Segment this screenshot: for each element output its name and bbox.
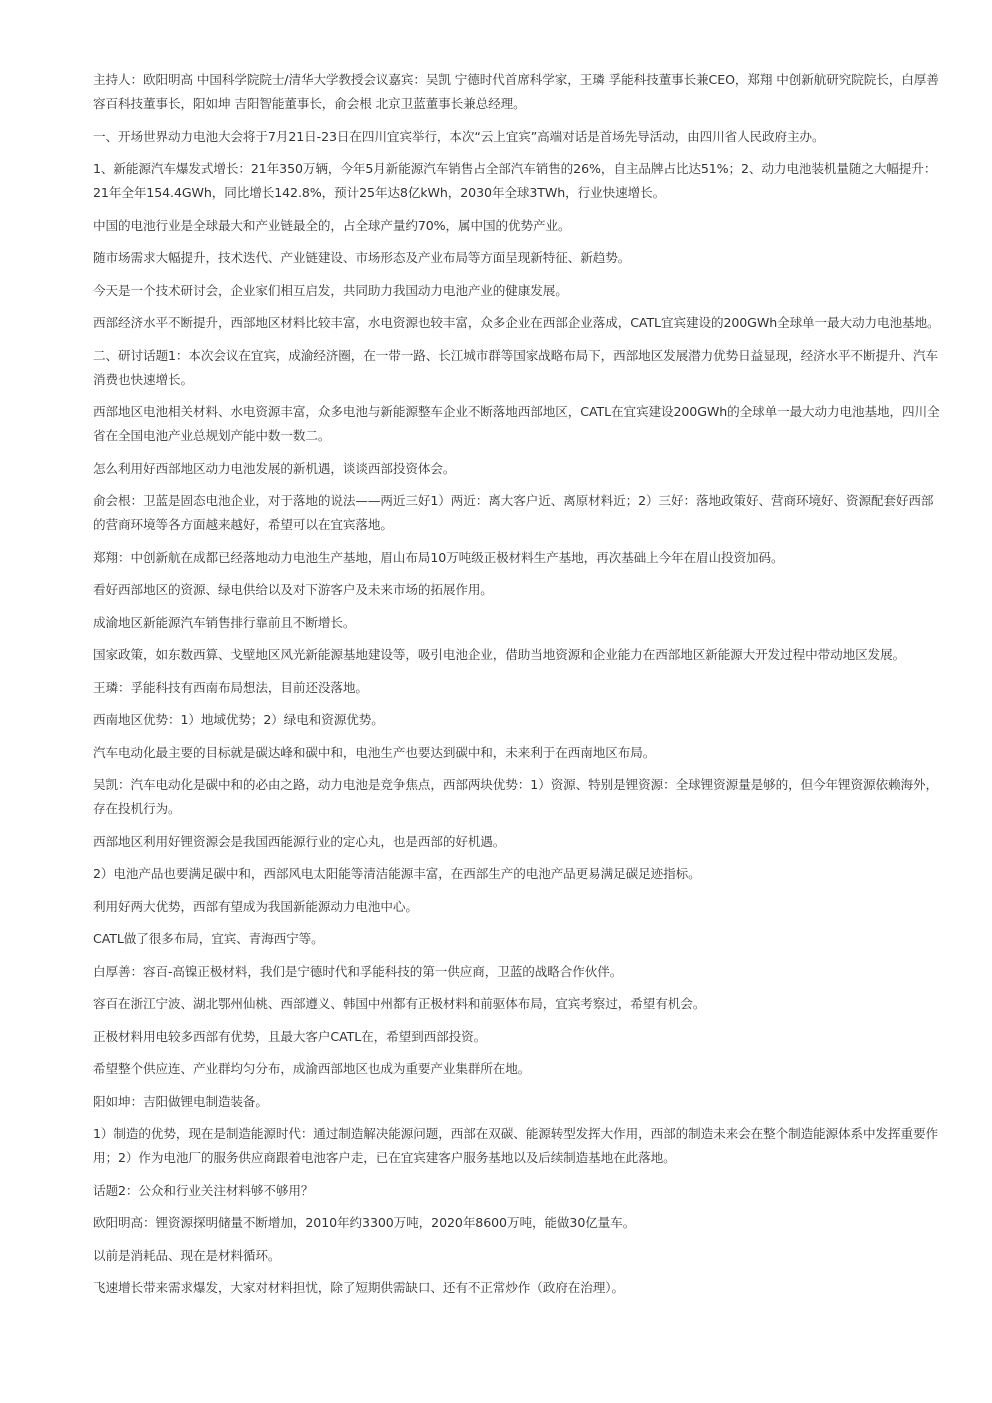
paragraph: 国家政策，如东数西算、戈壁地区风光新能源基地建设等，吸引电池企业，借助当地资源和企业能力在西部地区新能源大开发过程中带动地区发展。 bbox=[93, 647, 906, 662]
paragraph: 1）制造的优势，现在是制造能源时代：通过制造解决能源问题，西部在双碳、能源转型发挥大作用，西部的制造未来会在整个制造能源体系中发挥重要作用；2）作为电池厂的服务供应商跟着电池客户走，已在宜宾建客户服务基地以及后续制造基地在此落地。 bbox=[93, 1126, 938, 1165]
paragraph-speaker-zheng: 郑翔：中创新航在成都已经落地动力电池生产基地，眉山布局10万吨级正极材料生产基地，再次基础上今年在眉山投资加码。 bbox=[93, 549, 784, 565]
paragraph: 中国的电池行业是全球最大和产业链最全的，占全球产量约70%，属中国的优势产业。 bbox=[93, 217, 571, 233]
paragraph: 今天是一个技术研讨会，企业家们相互启发，共同助力我国动力电池产业的健康发展。 bbox=[93, 282, 568, 298]
paragraph-speaker-wu: 吴凯：汽车电动化是碳中和的必由之路，动力电池是竞争焦点，西部两块优势：1）资源、特别是锂资源：全球锂资源量是够的，但今年锂资源依赖海外，存在投机行为。 bbox=[93, 777, 938, 816]
paragraph-topic-1: 二、研讨话题1：本次会议在宜宾，成渝经济圈，在一带一路、长江城市群等国家战略布局下，西部地区发展潜力优势日益显现，经济水平不断提升、汽车消费也快速增长。 bbox=[93, 347, 938, 387]
paragraph: 随市场需求大幅提升，技术迭代、产业链建设、市场形态及产业布局等方面呈现新特征、新趋势。 bbox=[93, 250, 631, 265]
paragraph-speaker-yang: 阳如坤：吉阳做锂电制造装备。 bbox=[93, 1093, 268, 1109]
paragraph: 汽车电动化最主要的目标就是碳达峰和碳中和，电池生产也要达到碳中和，未来利于在西南地区布局。 bbox=[93, 744, 656, 760]
paragraph: 容百在浙江宁波、湖北鄂州仙桃、西部遵义、韩国中州都有正极材料和前驱体布局，宜宾考察过，希望有机会。 bbox=[93, 996, 706, 1011]
paragraph: 西部地区利用好锂资源会是我国西能源行业的定心丸，也是西部的好机遇。 bbox=[93, 833, 506, 849]
paragraph: 正极材料用电较多西部有优势，且最大客户CATL在，希望到西部投资。 bbox=[93, 1028, 487, 1044]
paragraph: 成渝地区新能源汽车销售排行靠前且不断增长。 bbox=[93, 614, 356, 630]
paragraph-opening: 一、开场世界动力电池大会将于7月21日-23日在四川宜宾举行，本次“云上宜宾”高端对话是首场先导活动，由四川省人民政府主办。 bbox=[93, 128, 825, 144]
document-body bbox=[93, 68, 943, 1309]
paragraph: 怎么利用好西部地区动力电池发展的新机遇，谈谈西部投资体会。 bbox=[93, 460, 456, 476]
paragraph-speaker-wang: 王璘：孚能科技有西南布局想法，目前还没落地。 bbox=[93, 679, 368, 695]
paragraph-host-guests: 主持人：欧阳明高 中国科学院院士/清华大学教授会议嘉宾：吴凯 宁德时代首席科学家，王璘 孚能科技董事长兼CEO，郑翔 中创新航研究院院长，白厚善 容百科技董事长，阳如坤 吉阳智能董事长，俞会根 北京卫蓝董事长兼总经理。 bbox=[93, 72, 939, 111]
paragraph: 2）电池产品也要满足碳中和，西部风电太阳能等清洁能源丰富，在西部生产的电池产品更易满足碳足迹指标。 bbox=[93, 866, 701, 881]
paragraph: 西南地区优势：1）地域优势；2）绿电和资源优势。 bbox=[93, 712, 384, 727]
paragraph: 看好西部地区的资源、绿电供给以及对下游客户及未来市场的拓展作用。 bbox=[93, 582, 493, 597]
paragraph: CATL做了很多布局，宜宾、青海西宁等。 bbox=[93, 931, 324, 946]
paragraph-topic-2: 话题2：公众和行业关注材料够不够用？ bbox=[93, 1182, 314, 1198]
paragraph: 西部地区电池相关材料、水电资源丰富，众多电池与新能源整车企业不断落地西部地区，CATL在宜宾建设200GWh的全球单一最大动力电池基地，四川全省在全国电池产业总规划产能中数一数二。 bbox=[93, 404, 940, 443]
paragraph-speaker-yu: 俞会根：卫蓝是固态电池企业，对于落地的说法——两近三好1）两近：离大客户近、离原材料近；2）三好：落地政策好、营商环境好、资源配套好西部的营商环境等各方面越来越好，希望可以在宜宾落地。 bbox=[93, 493, 934, 532]
paragraph-growth-stats: 1、新能源汽车爆发式增长：21年350万辆，今年5月新能源汽车销售占全部汽车销售的26%，自主品牌占比达51%；2、动力电池装机量随之大幅提升：21年全年154.4GWh，同比增长142.8%，预计25年达8亿kWh，2030年全球3TWh，行业快速增长。 bbox=[93, 161, 937, 200]
paragraph-speaker-bai: 白厚善：容百-高镍正极材料，我们是宁德时代和孚能科技的第一供应商，卫蓝的战略合作伙伴。 bbox=[93, 963, 623, 979]
paragraph: 利用好两大优势，西部有望成为我国新能源动力电池中心。 bbox=[93, 898, 418, 914]
paragraph: 希望整个供应连、产业群均匀分布，成渝西部地区也成为重要产业集群所在地。 bbox=[93, 1061, 531, 1076]
paragraph-speaker-ouyang: 欧阳明高：锂资源探明储量不断增加，2010年约3300万吨，2020年8600万吨，能做30亿量车。 bbox=[93, 1215, 636, 1230]
paragraph: 以前是消耗品、现在是材料循环。 bbox=[93, 1247, 281, 1263]
paragraph: 飞速增长带来需求爆发，大家对材料担忧，除了短期供需缺口、还有不正常炒作（政府在治理）。 bbox=[93, 1280, 624, 1295]
paragraph: 西部经济水平不断提升，西部地区材料比较丰富，水电资源也较丰富，众多企业在西部企业落成，CATL宜宾建设的200GWh全球单一最大动力电池基地。 bbox=[93, 315, 940, 330]
